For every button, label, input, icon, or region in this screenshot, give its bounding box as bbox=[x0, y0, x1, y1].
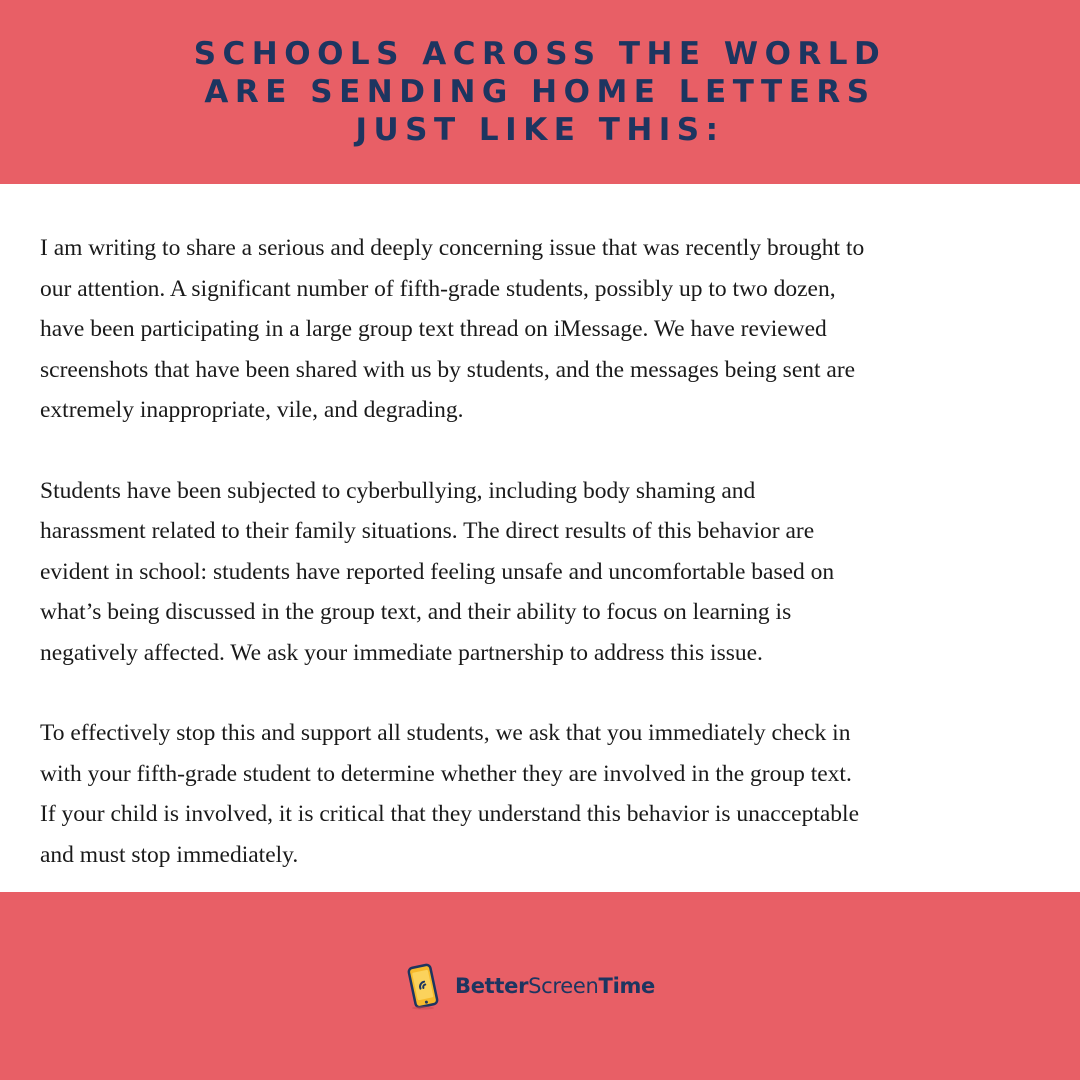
letter-line: negatively affected. We ask your immediate partnership to address this issue. bbox=[40, 639, 763, 666]
letter-line: To effectively stop this and support all students, we ask that you immediately check in bbox=[40, 720, 851, 746]
headline-line-2: ARE SENDING HOME LETTERS bbox=[204, 74, 876, 110]
phone-logo-icon bbox=[403, 962, 443, 1010]
letter-line: If your child is involved, it is critical that they understand this behavior is unacceptable bbox=[40, 801, 860, 827]
letter-line: harassment related to their family situations. The direct results of this behavior are bbox=[40, 518, 815, 544]
headline-line-3: JUST LIKE THIS: bbox=[355, 112, 725, 148]
letter-paragraph-3 bbox=[40, 713, 1050, 875]
brand-logo bbox=[403, 962, 655, 1010]
letter-line: screenshots that have been shared with us by students, and the messages being sent are bbox=[40, 356, 856, 383]
letter-line: I am writing to share a serious and deeply concerning issue that was recently brought to bbox=[40, 235, 865, 261]
letter-line: extremely inappropriate, vile, and degrading. bbox=[40, 397, 464, 423]
brand-name-part-2: Screen bbox=[528, 974, 599, 998]
letter-line: what’s being discussed in the group text, and their ability to focus on learning is bbox=[40, 599, 792, 625]
letter-line: Students have been subjected to cyberbullying, including body shaming and bbox=[40, 477, 756, 504]
letter-line: and must stop immediately. bbox=[40, 841, 299, 868]
letter-paragraph-2 bbox=[40, 471, 1050, 674]
letter-line: have been participating in a large group text thread on iMessage. We have reviewed bbox=[40, 316, 827, 342]
letter-excerpt bbox=[0, 184, 1080, 892]
brand-name bbox=[455, 974, 655, 998]
letter-line: our attention. A significant number of fifth-grade students, possibly up to two dozen, bbox=[40, 275, 836, 302]
letter-line: with your fifth-grade student to determine whether they are involved in the group text. bbox=[40, 760, 852, 787]
brand-name-part-1: Better bbox=[455, 974, 529, 998]
header-banner bbox=[0, 0, 1080, 184]
brand-name-part-3: Time bbox=[598, 974, 655, 998]
letter-line: evident in school: students have reported feeling unsafe and uncomfortable based on bbox=[40, 558, 835, 585]
footer-banner bbox=[0, 892, 1080, 1080]
letter-paragraph-1 bbox=[40, 228, 1050, 431]
headline-line-1: SCHOOLS ACROSS THE WORLD bbox=[193, 36, 887, 72]
